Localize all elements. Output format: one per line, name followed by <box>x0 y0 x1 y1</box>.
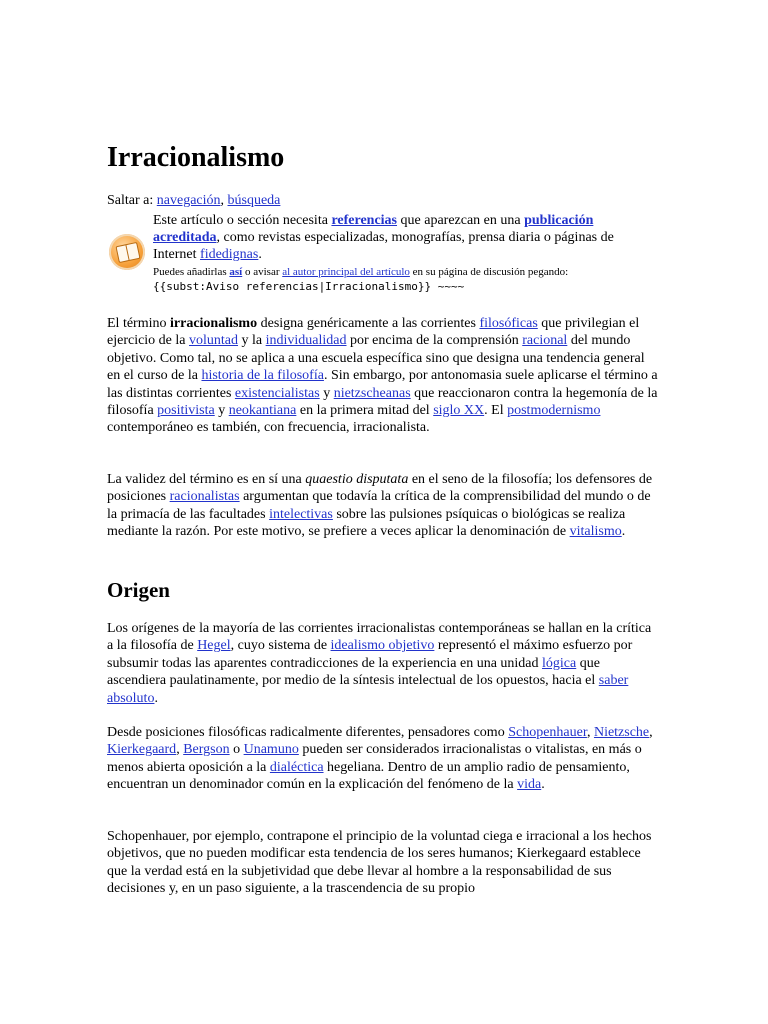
link-neokantiana[interactable]: neokantiana <box>228 403 297 419</box>
accredited-publication-link[interactable]: publicación acreditada <box>153 213 594 245</box>
italic-term: quaestio disputata <box>305 472 409 487</box>
text: . <box>154 690 158 706</box>
origen-paragraph-2 <box>107 724 659 794</box>
notice-small-part: Puedes añadirlas <box>153 266 230 278</box>
link-positivista[interactable]: positivista <box>157 403 215 419</box>
link-logica[interactable]: lógica <box>542 655 577 671</box>
origen-paragraph-1 <box>107 620 659 707</box>
text: contemporáneo es también, con frecuencia, irracionalista. <box>107 420 430 436</box>
jump-links <box>107 192 280 210</box>
link-racionalistas[interactable]: racionalistas <box>169 489 240 505</box>
text: y <box>214 403 229 419</box>
text: Schopenhauer, por ejemplo, contrapone el principio de la voluntad ciega e irracional a los hechos objetivos, que no pueden modificar esta tendencia de los seres humanos; Kierkegaard establece que la verdad está en la subjetividad que debe llevar al hombre a la responsabilidad de sus decisiones y, en un paso siguiente, a la trascendencia de su propio <box>107 829 652 897</box>
link-schopenhauer[interactable]: Schopenhauer <box>508 725 587 740</box>
main-author-link[interactable]: al autor principal del artículo <box>282 266 410 278</box>
link-nietzsche[interactable]: Nietzsche <box>593 725 650 740</box>
text: . <box>621 524 626 540</box>
notice-instructions <box>153 265 659 279</box>
reliable-link[interactable]: fidedignas <box>200 247 259 262</box>
text: Desde posiciones filosóficas radicalmente diferentes, pensadores como <box>107 725 509 740</box>
link-existencialistas[interactable]: existencialistas <box>234 385 320 401</box>
text: , <box>176 742 184 758</box>
text: . Sin embargo, por antonomasia suele aplicarse el término a las distintas corrientes <box>107 368 658 401</box>
link-dialectica[interactable]: dialéctica <box>269 759 324 775</box>
text: Los orígenes de la mayoría de las corrientes irracionalistas contemporáneas se hallan en la crítica a la filosofía de <box>107 621 652 654</box>
references-notice <box>107 212 659 300</box>
intro-paragraph <box>107 315 659 437</box>
text: del mundo objetivo. Como tal, no se aplica a una escuela específica sino que designa una tendencia general en el curso de la <box>107 333 645 384</box>
text: argumentan que todavía la crítica de la comprensibilidad del mundo o de la primacía de las facultades <box>107 489 651 522</box>
validity-paragraph <box>107 471 659 541</box>
page-title: Irracionalismo <box>107 142 285 173</box>
text: que reaccionaron contra la hegemonía de la filosofía <box>107 385 658 419</box>
text: . El <box>484 403 508 419</box>
link-saber-absoluto[interactable]: saber absoluto <box>107 673 629 706</box>
text: que privilegian el ejercicio de la <box>107 316 640 349</box>
link-kierkegaard[interactable]: Kierkegaard <box>107 742 177 758</box>
text: hegeliana. Dentro de un amplio radio de pensamiento, encuentran un denominador común en la explicación del fenómeno de la <box>107 759 630 793</box>
link-individualidad[interactable]: individualidad <box>265 333 347 349</box>
navigation-link[interactable]: navegación <box>156 193 221 208</box>
bold-term: irracionalismo <box>170 316 258 331</box>
notice-small-part: en su página de discusión pegando: <box>409 266 569 278</box>
search-link[interactable]: búsqueda <box>227 193 281 208</box>
text: que ascendiera paulatinamente, por medio de la síntesis intelectual de los opuestos, hacia el <box>107 655 600 689</box>
link-bergson[interactable]: Bergson <box>183 742 230 758</box>
link-filosoficas[interactable]: filosóficas <box>479 316 538 331</box>
link-nietzscheanas[interactable]: nietzscheanas <box>333 385 411 401</box>
link-postmodernismo[interactable]: postmodernismo <box>507 403 601 419</box>
text: , <box>649 725 653 740</box>
link-vida[interactable]: vida <box>517 777 542 793</box>
origen-paragraph-3 <box>107 828 659 898</box>
jump-prefix: Saltar a: <box>107 193 157 208</box>
notice-text-part: , como revistas especializadas, monografías, prensa diaria o páginas de Internet <box>153 230 614 262</box>
add-them-link[interactable]: así <box>229 266 243 278</box>
link-vitalismo[interactable]: vitalismo <box>569 524 622 540</box>
text: La validez del término es en sí una <box>107 472 306 487</box>
link-intelectivas[interactable]: intelectivas <box>269 506 333 522</box>
notice-text-part: que aparezcan en una <box>397 213 525 228</box>
text: designa genéricamente a las corrientes <box>257 316 480 331</box>
notice-template-code: {{subst:Aviso referencias|Irracionalismo}} ~~~~ <box>153 280 465 293</box>
link-unamuno[interactable]: Unamuno <box>243 742 299 758</box>
text: sobre las pulsiones psíquicas o biológicas se realiza mediante la razón. Por este motivo, se prefiere a veces aplicar la denominación de <box>107 506 626 540</box>
references-link[interactable]: referencias <box>331 213 398 228</box>
notice-small-part: o avisar <box>242 266 283 278</box>
text: , <box>586 725 594 740</box>
text: o <box>229 742 244 758</box>
jump-separator: , <box>220 193 228 208</box>
notice-text-part: . <box>258 247 262 262</box>
link-hegel[interactable]: Hegel <box>197 638 231 654</box>
link-siglo-xx[interactable]: siglo XX <box>433 403 485 419</box>
book-icon <box>109 234 145 270</box>
notice-text-part: Este artículo o sección necesita <box>153 213 332 228</box>
link-idealismo-objetivo[interactable]: idealismo objetivo <box>330 638 435 654</box>
link-historia-filosofia[interactable]: historia de la filosofía <box>201 368 324 384</box>
text: en el seno de la filosofía; los defensores de posiciones <box>107 472 653 505</box>
text: por encima de la comprensión <box>346 333 523 349</box>
notice-text <box>153 212 659 263</box>
link-racional[interactable]: racional <box>522 333 568 349</box>
text: representó el máximo esfuerzo por subsumir todas las aparentes contradicciones de la experiencia en una unidad <box>107 638 633 671</box>
text: en la primera mitad del <box>296 403 434 419</box>
text: , cuyo sistema de <box>230 638 331 654</box>
text: . <box>541 777 545 793</box>
text: y la <box>238 333 266 349</box>
text: y <box>319 385 334 401</box>
text: pueden ser considerados irracionalistas o vitalistas, en más o menos abierta oposición a la <box>107 742 642 775</box>
link-voluntad[interactable]: voluntad <box>189 333 239 349</box>
section-heading-origen: Origen <box>107 578 170 602</box>
text: El término <box>107 316 170 331</box>
